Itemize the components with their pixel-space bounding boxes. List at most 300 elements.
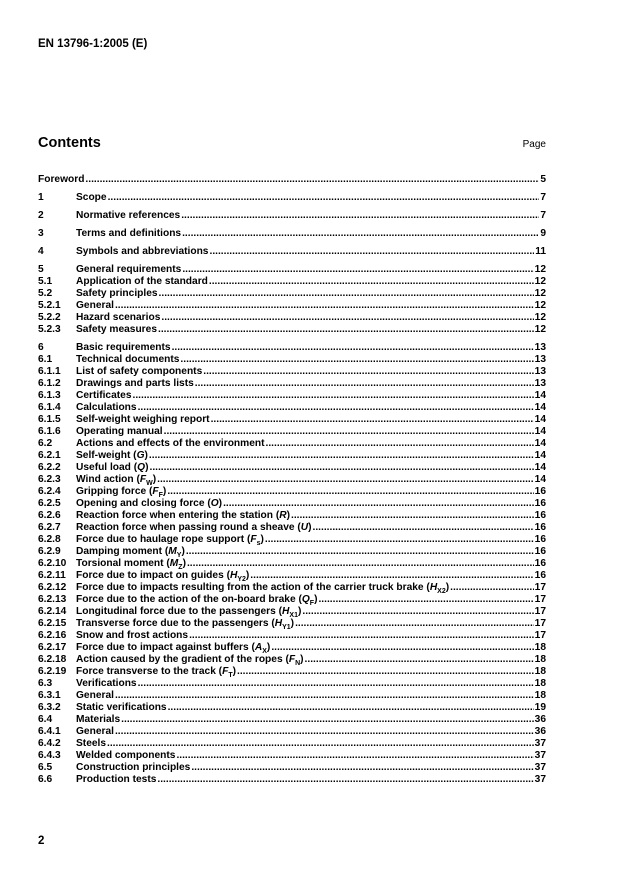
toc-entry[interactable] — [38, 678, 546, 690]
section-title-close: ) — [445, 582, 450, 593]
section-number: 5.1 — [38, 276, 53, 287]
section-title-close: ) — [181, 546, 185, 557]
symbol-subscript: X — [262, 647, 267, 655]
toc-entry[interactable] — [38, 606, 546, 618]
section-title: Steels — [76, 738, 107, 749]
toc-entry[interactable] — [38, 354, 546, 366]
section-number: 6.2.6 — [38, 510, 61, 521]
section-title-text: Gripping force ( — [76, 486, 153, 497]
section-title: Safety principles — [76, 288, 158, 299]
page-number: 7 — [540, 210, 546, 221]
section-title — [76, 534, 264, 546]
section-title — [76, 522, 312, 534]
section-title-text: Force due to haulage rope support ( — [76, 534, 251, 545]
section-title-text: Self-weight ( — [76, 450, 137, 461]
section-title: Scope — [76, 192, 107, 203]
symbol-subscript: F — [158, 491, 163, 499]
dot-leader — [188, 630, 534, 642]
toc-entry[interactable] — [38, 498, 546, 510]
dot-leader — [114, 690, 534, 702]
section-title-text: Force due to impact on guides ( — [76, 570, 230, 581]
section-title: Verifications — [76, 678, 137, 689]
section-number: 6.2.9 — [38, 546, 61, 557]
toc-entry[interactable] — [38, 450, 546, 462]
section-title-text: Force due to the action of the on-board brake ( — [76, 594, 302, 605]
section-title-text: Opening and closing force ( — [76, 498, 211, 509]
section-title — [76, 654, 304, 666]
section-title — [76, 486, 166, 498]
table-of-contents — [38, 174, 546, 786]
toc-entry[interactable] — [38, 558, 546, 570]
toc-entry[interactable] — [38, 726, 546, 738]
section-title: Self-weight weighing report — [76, 414, 210, 425]
symbol-subscript: N — [295, 659, 301, 667]
dot-leader — [163, 426, 534, 438]
section-title-close: ) — [182, 558, 186, 569]
symbol-subscript: Y1 — [282, 623, 291, 631]
dot-leader — [175, 750, 533, 762]
section-title: Static verifications — [76, 702, 167, 713]
toc-entry[interactable] — [38, 276, 546, 288]
symbol-subscript: T — [228, 671, 233, 679]
section-number: 6.2.8 — [38, 534, 61, 545]
dot-leader — [222, 498, 534, 510]
dot-leader — [190, 762, 533, 774]
page-number: 17 — [534, 594, 546, 605]
section-title-close: ) — [300, 654, 304, 665]
section-number: 6.4.2 — [38, 738, 61, 749]
dot-leader — [148, 450, 534, 462]
toc-entry[interactable] — [38, 402, 546, 414]
symbol: R — [279, 510, 287, 521]
symbol: F — [288, 654, 296, 665]
section-number: 6.1.2 — [38, 378, 61, 389]
section-title: Basic requirements — [76, 342, 171, 353]
symbol-subscript: W — [146, 479, 153, 487]
dot-leader — [181, 264, 533, 276]
section-title-close: ) — [297, 606, 302, 617]
section-title: General — [76, 300, 114, 311]
toc-entry[interactable] — [38, 546, 546, 558]
page-number: 19 — [534, 702, 546, 713]
toc-entry[interactable] — [38, 192, 546, 204]
dot-leader — [120, 714, 533, 726]
dot-leader — [84, 174, 539, 186]
section-title-close: ) — [308, 522, 312, 533]
section-number: 6.2 — [38, 438, 53, 449]
toc-entry[interactable] — [38, 510, 546, 522]
page-number: 14 — [534, 450, 546, 461]
section-number: 5 — [38, 264, 44, 275]
page-number: 16 — [534, 546, 546, 557]
section-number: 6.4 — [38, 714, 53, 725]
section-number: 5.2.1 — [38, 300, 61, 311]
section-title — [76, 594, 317, 606]
toc-entry[interactable] — [38, 654, 546, 666]
section-number: 6.2.14 — [38, 606, 67, 617]
section-title — [76, 570, 249, 582]
dot-leader — [137, 678, 534, 690]
toc-entry[interactable] — [38, 486, 546, 498]
section-title: Production tests — [76, 774, 157, 785]
page-number: 16 — [534, 558, 546, 569]
section-title-text: Action caused by the gradient of the ropes ( — [76, 654, 289, 665]
dot-leader — [301, 606, 533, 618]
section-number: 6.4.3 — [38, 750, 61, 761]
section-number: 6.2.18 — [38, 654, 67, 665]
symbol-subscript: Y — [176, 551, 182, 559]
dot-leader — [202, 366, 533, 378]
dot-leader — [106, 738, 534, 750]
toc-entry[interactable] — [38, 390, 546, 402]
section-title-text: Reaction force when passing round a sheave ( — [76, 522, 301, 533]
section-title-close: ) — [232, 666, 236, 677]
toc-entry[interactable] — [38, 474, 546, 486]
page-number: 11 — [535, 246, 546, 257]
page-number: 16 — [534, 486, 546, 497]
section-number: 5.2 — [38, 288, 53, 299]
section-title: Hazard scenarios — [76, 312, 161, 323]
section-title: Application of the standard — [76, 276, 208, 287]
section-number: 6.2.16 — [38, 630, 67, 641]
symbol: H — [274, 618, 283, 629]
toc-entry[interactable] — [38, 666, 546, 678]
symbol: F — [250, 534, 257, 545]
dot-leader — [167, 702, 534, 714]
section-title-close: ) — [266, 642, 271, 653]
symbol: M — [169, 558, 179, 569]
section-number: 6 — [38, 342, 44, 353]
dot-leader — [156, 774, 533, 786]
toc-entry[interactable] — [38, 762, 546, 774]
section-number: 6.2.15 — [38, 618, 67, 629]
symbol: F — [222, 666, 229, 677]
section-number: 6.2.17 — [38, 642, 67, 653]
page-number: 16 — [534, 498, 546, 509]
dot-leader — [179, 354, 533, 366]
section-title-close: ) — [286, 510, 290, 521]
section-title-close: ) — [218, 498, 223, 509]
page-number: 18 — [534, 654, 546, 665]
section-number: 6.6 — [38, 774, 53, 785]
section-title-close: ) — [260, 534, 264, 545]
dot-leader — [156, 474, 534, 486]
page-number: 37 — [534, 774, 546, 785]
section-title — [76, 666, 236, 678]
dot-leader — [160, 312, 533, 324]
page-number: 17 — [534, 606, 546, 617]
page-number: 14 — [534, 438, 546, 449]
symbol: O — [210, 498, 219, 509]
section-number: 6.1.1 — [38, 366, 61, 377]
section-number: 6.4.1 — [38, 726, 61, 737]
page-number: 36 — [534, 714, 546, 725]
section-number: 6.5 — [38, 762, 53, 773]
dot-leader — [166, 486, 533, 498]
section-title-close: ) — [152, 474, 157, 485]
symbol: A — [254, 642, 263, 653]
toc-entry[interactable] — [38, 288, 546, 300]
page-number: 16 — [534, 522, 546, 533]
section-number: 6.2.1 — [38, 450, 61, 461]
page-number: 14 — [534, 390, 546, 401]
toc-entry[interactable] — [38, 426, 546, 438]
toc-entry[interactable] — [38, 618, 546, 630]
toc-entry[interactable] — [38, 702, 546, 714]
section-title-text: Torsional moment ( — [76, 558, 170, 569]
section-title-text: Damping moment ( — [76, 546, 169, 557]
dot-leader — [157, 324, 534, 336]
dot-leader — [185, 546, 534, 558]
section-number: 6.1.5 — [38, 414, 61, 425]
section-number: 6.3 — [38, 678, 53, 689]
symbol-subscript: s — [256, 539, 261, 547]
section-number: 6.2.4 — [38, 486, 61, 497]
toc-entry[interactable] — [38, 570, 546, 582]
section-title: General — [76, 726, 114, 737]
page-number: 9 — [540, 228, 546, 239]
section-title: List of safety components — [76, 366, 203, 377]
section-title-text: Force due to impact against buffers ( — [76, 642, 255, 653]
dot-leader — [249, 570, 533, 582]
section-number: 1 — [38, 192, 44, 203]
page-number: 16 — [534, 534, 546, 545]
section-title — [76, 450, 148, 462]
section-title-text: Useful load ( — [76, 462, 138, 473]
section-title-text: Wind action ( — [76, 474, 140, 485]
dot-leader — [304, 654, 534, 666]
page-number: 18 — [534, 678, 546, 689]
page-number: 18 — [534, 642, 546, 653]
symbol-subscript: Z — [178, 563, 183, 571]
document-id-header: EN 13796-1:2005 (E) — [38, 38, 148, 50]
page-number: 36 — [534, 726, 546, 737]
section-title — [76, 558, 186, 570]
dot-leader — [194, 378, 534, 390]
dot-leader — [449, 582, 534, 594]
section-number: 5.2.2 — [38, 312, 61, 323]
dot-leader — [114, 726, 534, 738]
contents-heading: Contents — [38, 135, 101, 151]
page-number: 14 — [534, 414, 546, 425]
toc-entry[interactable] — [38, 342, 546, 354]
section-title-close: ) — [144, 450, 148, 461]
section-title: General requirements — [76, 264, 182, 275]
symbol: H — [282, 606, 290, 617]
section-title-close: ) — [314, 594, 318, 605]
section-number: 3 — [38, 228, 44, 239]
dot-leader — [181, 228, 539, 240]
dot-leader — [107, 192, 540, 204]
page-number: 12 — [534, 276, 546, 287]
section-title — [76, 606, 301, 618]
dot-leader — [290, 510, 534, 522]
toc-entry[interactable] — [38, 690, 546, 702]
section-title: Terms and definitions — [76, 228, 182, 239]
toc-entry[interactable] — [38, 246, 546, 258]
section-number: 6.2.7 — [38, 522, 61, 533]
toc-entry[interactable] — [38, 534, 546, 546]
page-number: 37 — [534, 738, 546, 749]
section-number: 6.2.10 — [38, 558, 67, 569]
symbol: M — [168, 546, 177, 557]
toc-entry[interactable] — [38, 312, 546, 324]
toc-entry[interactable] — [38, 714, 546, 726]
section-number: 4 — [38, 246, 44, 257]
toc-entry[interactable] — [38, 738, 546, 750]
symbol: H — [429, 582, 438, 593]
page-number: 18 — [534, 666, 546, 677]
symbol: Q — [301, 594, 310, 605]
page-number: 13 — [534, 342, 546, 353]
section-number: 6.3.2 — [38, 702, 61, 713]
page-number: 12 — [534, 324, 546, 335]
toc-entry[interactable] — [38, 378, 546, 390]
section-title-close: ) — [145, 462, 149, 473]
symbol: G — [136, 450, 145, 461]
section-title — [76, 510, 290, 522]
page-number: 14 — [534, 462, 546, 473]
section-title-text: Force transverse to the track ( — [76, 666, 223, 677]
symbol: F — [139, 474, 147, 485]
section-number: 6.1 — [38, 354, 53, 365]
toc-entry[interactable] — [38, 630, 546, 642]
page-number: 17 — [534, 618, 546, 629]
page-number: 14 — [534, 426, 546, 437]
dot-leader — [264, 534, 534, 546]
page-number: 37 — [534, 750, 546, 761]
page-number: 17 — [534, 582, 546, 593]
page-number: 37 — [534, 762, 546, 773]
page-number: 13 — [534, 378, 546, 389]
page-number: 12 — [534, 312, 546, 323]
section-title: Certificates — [76, 390, 132, 401]
toc-entry[interactable] — [38, 522, 546, 534]
section-number: 6.3.1 — [38, 690, 61, 701]
page-number: 16 — [534, 570, 546, 581]
dot-leader — [158, 288, 534, 300]
section-title: Drawings and parts lists — [76, 378, 194, 389]
section-title: General — [76, 690, 114, 701]
toc-entry[interactable] — [38, 642, 546, 654]
section-title: Welded components — [76, 750, 176, 761]
toc-entry[interactable] — [38, 750, 546, 762]
dot-leader — [265, 438, 534, 450]
section-number: 6.1.3 — [38, 390, 61, 401]
dot-leader — [148, 462, 533, 474]
section-title-close: ) — [245, 570, 250, 581]
section-title: Normative references — [76, 210, 181, 221]
section-number: 5.2.3 — [38, 324, 61, 335]
toc-entry[interactable] — [38, 210, 546, 222]
section-title — [76, 618, 294, 630]
section-title: Foreword — [38, 174, 85, 185]
page-number: 13 — [534, 366, 546, 377]
section-number: 6.2.12 — [38, 582, 67, 593]
page-number: 7 — [540, 192, 546, 203]
toc-entry[interactable] — [38, 594, 546, 606]
section-title — [76, 462, 148, 474]
page-number: 16 — [534, 510, 546, 521]
section-title — [76, 498, 222, 510]
section-title-text: Transverse force due to the passengers ( — [76, 618, 275, 629]
dot-leader — [132, 390, 534, 402]
section-title: Snow and frost actions — [76, 630, 189, 641]
page-number: 17 — [534, 630, 546, 641]
section-title-close: ) — [290, 618, 295, 629]
toc-entry[interactable] — [38, 582, 546, 594]
section-number: 2 — [38, 210, 44, 221]
symbol-subscript: F — [309, 599, 315, 607]
toc-entry[interactable] — [38, 774, 546, 786]
symbol-subscript: X2 — [437, 587, 446, 595]
page-number: 12 — [534, 288, 546, 299]
page-column-label: Page — [522, 139, 546, 150]
section-number: 6.2.2 — [38, 462, 61, 473]
page-number: 12 — [534, 264, 546, 275]
section-number: 6.2.5 — [38, 498, 61, 509]
section-number: 6.1.4 — [38, 402, 61, 413]
symbol: H — [229, 570, 238, 581]
toc-entry[interactable] — [38, 324, 546, 336]
section-title — [76, 474, 156, 486]
section-title: Symbols and abbreviations — [76, 246, 209, 257]
symbol: U — [300, 522, 309, 533]
toc-entry[interactable] — [38, 438, 546, 450]
page-number: 13 — [534, 354, 546, 365]
section-number: 6.2.3 — [38, 474, 61, 485]
section-title: Safety measures — [76, 324, 157, 335]
section-title: Calculations — [76, 402, 137, 413]
page-number: 18 — [534, 690, 546, 701]
dot-leader — [114, 300, 534, 312]
section-number: 6.1.6 — [38, 426, 61, 437]
section-title: Operating manual — [76, 426, 163, 437]
dot-leader — [270, 642, 533, 654]
dot-leader — [294, 618, 534, 630]
section-title-text: Force due to impacts resulting from the action of the carrier truck brake ( — [76, 582, 430, 593]
section-title: Actions and effects of the environment — [76, 438, 265, 449]
toc-entry[interactable] — [38, 414, 546, 426]
symbol-subscript: Y2 — [237, 575, 246, 583]
dot-leader — [236, 666, 534, 678]
symbol-subscript: X1 — [289, 611, 298, 619]
toc-entry-foreword[interactable] — [38, 174, 546, 186]
toc-entry[interactable] — [38, 228, 546, 240]
toc-entry[interactable] — [38, 366, 546, 378]
section-title-text: Reaction force when entering the station ( — [76, 510, 280, 521]
symbol: Q — [137, 462, 146, 473]
section-number: 6.2.13 — [38, 594, 67, 605]
dot-leader — [171, 342, 534, 354]
section-title — [76, 582, 449, 594]
toc-entry[interactable] — [38, 462, 546, 474]
dot-leader — [208, 246, 534, 258]
section-number: 6.2.19 — [38, 666, 67, 677]
section-number: 6.2.11 — [38, 570, 66, 581]
dot-leader — [186, 558, 534, 570]
toc-entry[interactable] — [38, 300, 546, 312]
section-title: Technical documents — [76, 354, 180, 365]
page-number: 14 — [534, 474, 546, 485]
section-title: Materials — [76, 714, 121, 725]
dot-leader — [210, 414, 534, 426]
section-title-close: ) — [162, 486, 167, 497]
section-title-text: Longitudinal force due to the passengers ( — [76, 606, 283, 617]
dot-leader — [180, 210, 539, 222]
page-number: 5 — [540, 174, 546, 185]
toc-entry[interactable] — [38, 264, 546, 276]
